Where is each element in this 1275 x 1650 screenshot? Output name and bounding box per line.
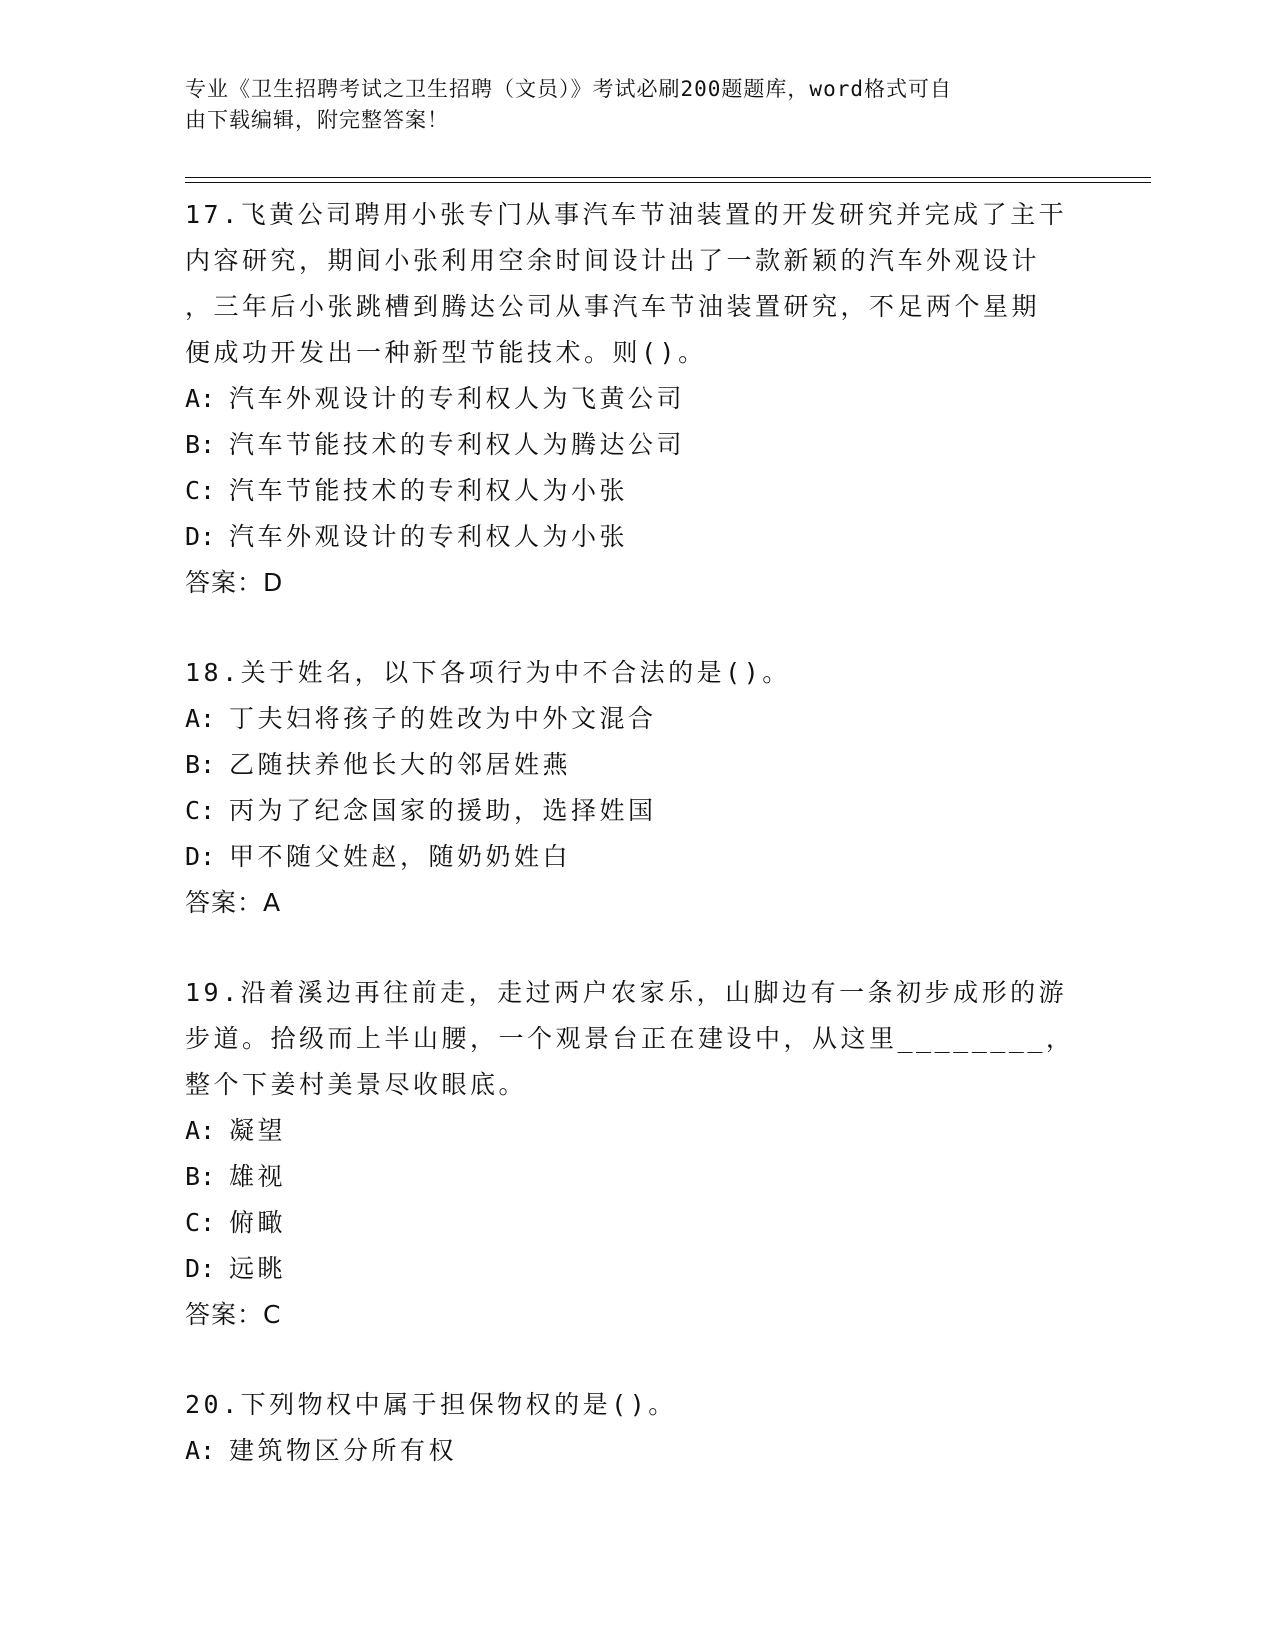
question-block bbox=[185, 650, 1085, 926]
option-letter: D: bbox=[185, 842, 216, 871]
option-letter: D: bbox=[185, 1254, 216, 1283]
question-text-line: 便成功开发出一种新型节能技术。则()。 bbox=[185, 338, 707, 367]
question-text-line: 20.下列物权中属于担保物权的是()。 bbox=[185, 1390, 677, 1419]
option-text: 俯瞰 bbox=[229, 1208, 287, 1237]
answer-option bbox=[185, 742, 1085, 788]
question-block bbox=[185, 1382, 1085, 1474]
answer-option bbox=[185, 1200, 1085, 1246]
option-text: 丁夫妇将孩子的姓改为中外文混合 bbox=[229, 704, 657, 733]
answer-option bbox=[185, 696, 1085, 742]
answer-option bbox=[185, 422, 1085, 468]
question-block bbox=[185, 192, 1085, 606]
document-header bbox=[185, 74, 1085, 136]
answer-key: 答案：A bbox=[185, 888, 282, 917]
header-divider bbox=[185, 177, 1151, 178]
option-text: 甲不随父姓赵，随奶奶姓白 bbox=[229, 842, 572, 871]
question-text-line: 18.关于姓名，以下各项行为中不合法的是()。 bbox=[185, 658, 791, 687]
question-text-line: 内容研究，期间小张利用空余时间设计出了一款新颖的汽车外观设计 bbox=[185, 246, 1041, 275]
option-letter: C: bbox=[185, 476, 216, 505]
answer-option bbox=[185, 1108, 1085, 1154]
option-letter: A: bbox=[185, 704, 216, 733]
option-letter: D: bbox=[185, 522, 216, 551]
answer-option bbox=[185, 1246, 1085, 1292]
option-letter: B: bbox=[185, 1162, 216, 1191]
question-list bbox=[185, 192, 1085, 1474]
question-text-line: ，三年后小张跳槽到腾达公司从事汽车节油装置研究，不足两个星期 bbox=[185, 292, 1041, 321]
option-letter: C: bbox=[185, 796, 216, 825]
answer-option bbox=[185, 788, 1085, 834]
option-text: 远眺 bbox=[229, 1254, 287, 1283]
question-block bbox=[185, 970, 1085, 1338]
option-text: 汽车外观设计的专利权人为小张 bbox=[229, 522, 629, 551]
answer-option bbox=[185, 514, 1085, 560]
answer-key: 答案：C bbox=[185, 1300, 282, 1329]
option-letter: B: bbox=[185, 430, 216, 459]
header-line: 由下载编辑，附完整答案！ bbox=[185, 108, 449, 132]
option-text: 汽车节能技术的专利权人为腾达公司 bbox=[229, 430, 686, 459]
option-text: 乙随扶养他长大的邻居姓燕 bbox=[229, 750, 572, 779]
option-text: 凝望 bbox=[229, 1116, 287, 1145]
option-text: 丙为了纪念国家的援助，选择姓国 bbox=[229, 796, 657, 825]
option-letter: B: bbox=[185, 750, 216, 779]
answer-key: 答案：D bbox=[185, 568, 284, 597]
option-text: 雄视 bbox=[229, 1162, 287, 1191]
answer-option bbox=[185, 1428, 1085, 1474]
option-letter: A: bbox=[185, 1436, 216, 1465]
question-text-line: 步道。拾级而上半山腰，一个观景台正在建设中，从这里________， bbox=[185, 1024, 1075, 1053]
question-text-line: 19.沿着溪边再往前走，走过两户农家乐，山脚边有一条初步成形的游 bbox=[185, 978, 1068, 1007]
option-text: 建筑物区分所有权 bbox=[229, 1436, 458, 1465]
option-letter: A: bbox=[185, 384, 216, 413]
answer-option bbox=[185, 468, 1085, 514]
question-text-line: 整个下姜村美景尽收眼底。 bbox=[185, 1070, 528, 1099]
question-text-line: 17.飞黄公司聘用小张专门从事汽车节油装置的开发研究并完成了主干 bbox=[185, 200, 1068, 229]
option-text: 汽车外观设计的专利权人为飞黄公司 bbox=[229, 384, 686, 413]
option-letter: C: bbox=[185, 1208, 216, 1237]
answer-option bbox=[185, 376, 1085, 422]
header-divider bbox=[185, 182, 1151, 183]
option-text: 汽车节能技术的专利权人为小张 bbox=[229, 476, 629, 505]
answer-option bbox=[185, 834, 1085, 880]
answer-option bbox=[185, 1154, 1085, 1200]
option-letter: A: bbox=[185, 1116, 216, 1145]
header-line: 专业《卫生招聘考试之卫生招聘（文员）》考试必刷200题题库，word格式可自 bbox=[185, 77, 952, 101]
